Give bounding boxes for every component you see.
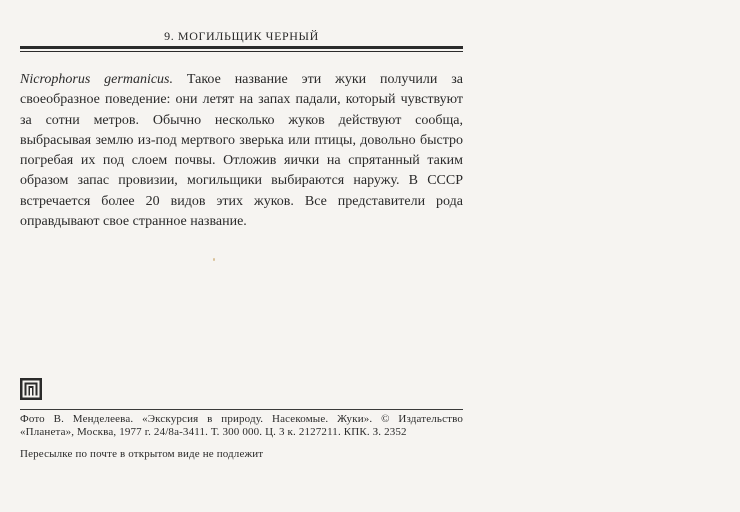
postal-note: Пересылке по почте в открытом виде не подлежит bbox=[20, 448, 264, 460]
paper-speck bbox=[213, 258, 215, 261]
description-text: Такое название эти жуки получили за своеобразное поведение: они летят на запах падали, который чувствуют за сотни метров. Обычно несколько жуков действуют сообща, выбрасывая землю из-под мертвого зверька или птицы, довольно быстро погребая их под слоем почвы. Отложив яички на спрятанный таким образом запас провизии, могильщики выбираются наружу. В СССР встречается более 20 видов этих жуков. Все представители рода оправдывают свое странное название. bbox=[20, 72, 463, 230]
card-title: 9. МОГИЛЬЩИК ЧЕРНЫЙ bbox=[164, 29, 319, 43]
title-rule-thick bbox=[20, 46, 463, 49]
latin-name: Nicrophorus germanicus. bbox=[20, 72, 173, 87]
description-paragraph bbox=[20, 70, 463, 232]
footer-rule bbox=[20, 409, 463, 410]
imprint-text: Фото В. Менделеева. «Экскурсия в природу. Насекомые. Жуки». © Издательство «Планета», Москва, 1977 г. 24/8а-3411. Т. 300 000. Ц. 3 к. 2127211. КПК. З. 2352 bbox=[20, 413, 463, 438]
title-rule-thin bbox=[20, 51, 463, 52]
publisher-logo-icon bbox=[20, 378, 42, 400]
